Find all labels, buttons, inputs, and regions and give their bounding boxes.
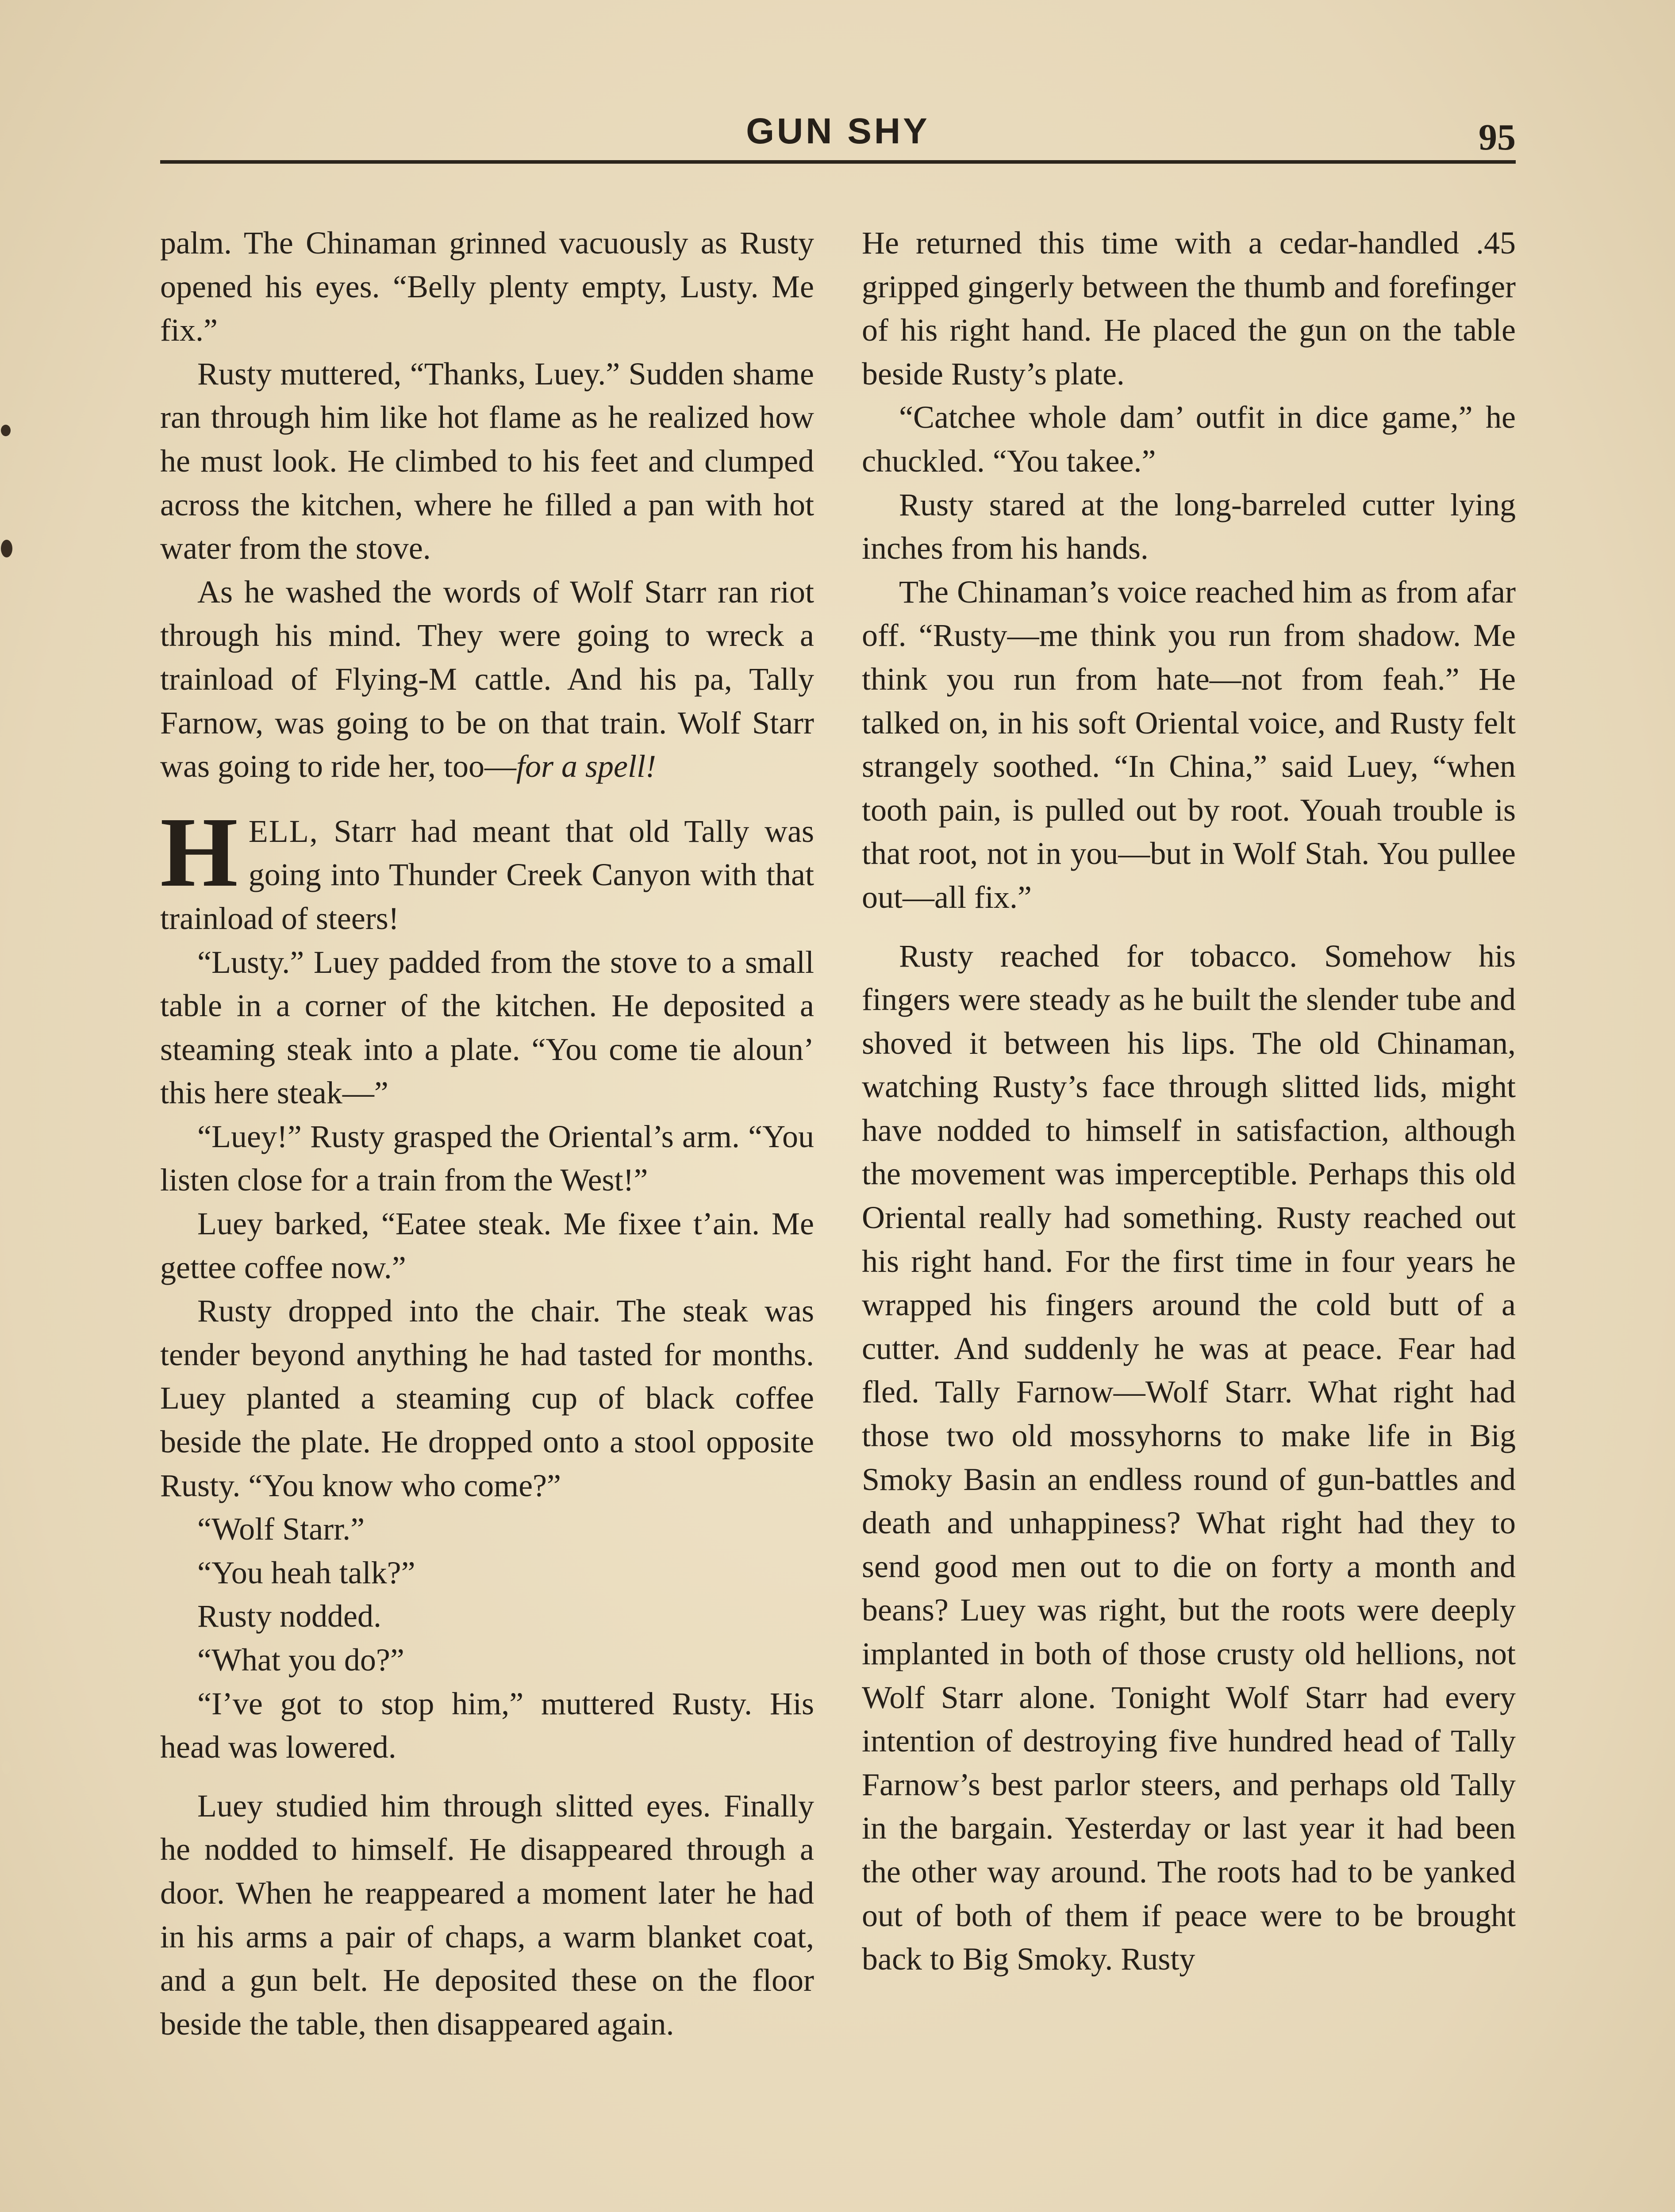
- paragraph: “Luey!” Rusty grasped the Oriental’s arm. “You listen close for a train from the West!”: [160, 1118, 814, 1198]
- right-column: [862, 221, 1516, 1981]
- paragraph: palm. The Chinaman grinned vacuously as Rusty opened his eyes. “Belly plenty empty, Lusty. Me fix.”: [160, 225, 814, 348]
- paragraph: He returned this time with a cedar-handled .45 gripped gingerly between the thumb and forefinger of his right hand. He placed the gun on the table beside Rusty’s plate.: [862, 225, 1516, 392]
- paragraph: Luey studied him through slitted eyes. Finally he nodded to himself. He disappeared through a door. When he reappeared a moment later he had in his arms a pair of chaps, a warm blanket coat, and a gun belt. He deposited these on the floor beside the table, then disappeared again.: [160, 1788, 814, 2042]
- paragraph: Rusty stared at the long-barreled cutter lying inches from his hands.: [862, 487, 1516, 566]
- paragraph: Rusty dropped into the chair. The steak was tender beyond anything he had tasted for months. Luey planted a steaming cup of black coffee beside the plate. He dropped onto a stool opposite Rusty. “You know who come?”: [160, 1293, 814, 1503]
- running-title: GUN SHY: [746, 111, 930, 151]
- binding-hole: [2, 1761, 11, 1774]
- section-paragraph: [160, 796, 814, 941]
- page-header: [160, 106, 1516, 159]
- header-rule: [160, 160, 1516, 164]
- paragraph: [160, 570, 814, 788]
- paragraph: “Catchee whole dam’ outfit in dice game,” he chuckled. “You takee.”: [862, 399, 1516, 479]
- paragraph: Luey barked, “Eatee steak. Me fixee t’ain. Me gettee coffee now.”: [160, 1206, 814, 1285]
- paragraph: “What you do?”: [197, 1642, 404, 1678]
- binding-hole: [1, 540, 12, 557]
- small-caps-word: ELL,: [248, 813, 319, 849]
- paragraph: “Wolf Starr.”: [197, 1511, 365, 1547]
- paragraph: The Chinaman’s voice reached him as from afar off. “Rusty—me think you run from shadow. Me think you run from hate—not from feah.” He talked on, in his soft Oriental voice, and Rusty felt strangely soothed. “In China,” said Luey, “when tooth pain, is pulled out by root. Youah trouble is that root, not in you—but in Wolf Stah. You pullee out—all fix.”: [862, 574, 1516, 915]
- left-column: [160, 221, 814, 2046]
- paragraph: “Lusty.” Luey padded from the stove to a small table in a corner of the kitchen. He deposited a steaming steak into a plate. “You come tie aloun’ this here steak—”: [160, 944, 814, 1111]
- page-number: 95: [1479, 117, 1516, 158]
- paragraph: Rusty muttered, “Thanks, Luey.” Sudden shame ran through him like hot flame as he realized how he must look. He climbed to his feet and clumped across the kitchen, where he filled a pan with hot water from the stove.: [160, 356, 814, 566]
- italic-text: for a spell!: [516, 749, 656, 784]
- binding-hole: [1, 425, 11, 436]
- paragraph-text: Starr had meant that old Tally was going into Thunder Creek Canyon with that trainload of steers!: [160, 813, 814, 936]
- paragraph: “I’ve got to stop him,” muttered Rusty. His head was lowered.: [160, 1686, 814, 1765]
- drop-cap: H: [160, 796, 238, 907]
- paragraph-text: As he washed the words of Wolf Starr ran riot through his mind. They were going to wreck a trainload of Flying-M cattle. And his pa, Tally Farnow, was going to be on that train. Wolf Starr was going to ride her, too—: [160, 574, 814, 784]
- paragraph: “You heah talk?”: [197, 1555, 415, 1590]
- paragraph: Rusty nodded.: [197, 1598, 382, 1634]
- paragraph: Rusty reached for tobacco. Somehow his fingers were steady as he built the slender tube and shoved it between his lips. The old Chinaman, watching Rusty’s face through slitted lids, might have nodded to himself in satisfaction, although the movement was imperceptible. Perhaps this old Oriental really had something. Rusty reached out his right hand. For the first time in four years he wrapped his fingers around the cold butt of a cutter. And suddenly he was at peace. Fear had fled. Tally Farnow—Wolf Starr. What right had those two old mossyhorns to make life in Big Smoky Basin an endless round of gun-battles and death and unhappiness? What right had they to send good men out to die on forty a month and beans? Luey was right, but the roots were deeply implanted in both of those crusty old hellions, not Wolf Starr alone. Tonight Wolf Starr had every intention of destroying five hundred head of Tally Farnow’s best parlor steers, and perhaps old Tally in the bargain. Yesterday or last year it had been the other way around. The roots had to be yanked out of both of them if peace were to be brought back to Big Smoky. Rusty: [862, 938, 1516, 1977]
